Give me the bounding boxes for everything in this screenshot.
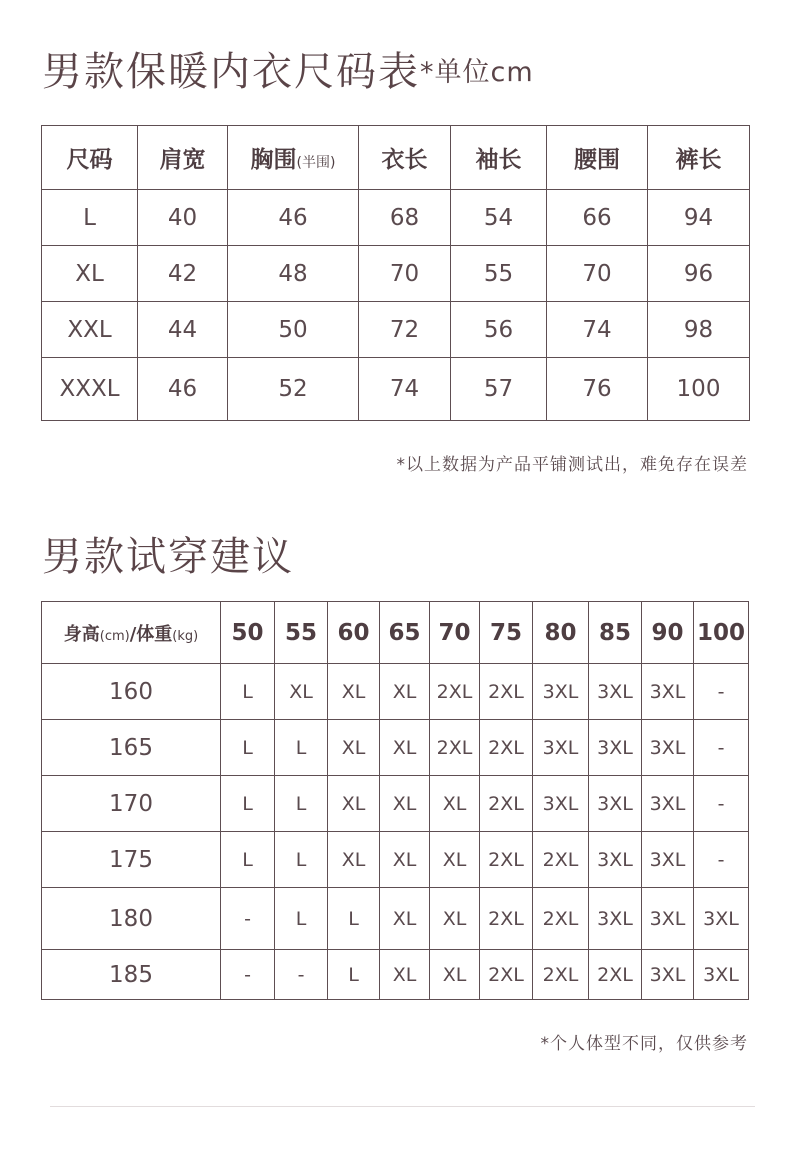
measurement-cell: 70 bbox=[359, 246, 451, 302]
suggested-size-cell: XL bbox=[328, 720, 380, 776]
measurement-cell: 54 bbox=[451, 190, 547, 246]
suggested-size-cell: 2XL bbox=[480, 776, 533, 832]
suggested-size-cell: 2XL bbox=[480, 950, 533, 1000]
suggested-size-cell: XL bbox=[430, 776, 480, 832]
suggested-size-cell: 3XL bbox=[589, 776, 642, 832]
fit-table-header-row bbox=[42, 602, 749, 664]
fit-advice-table bbox=[41, 601, 749, 1000]
weight-header-cell: 80 bbox=[533, 602, 589, 664]
fit-row bbox=[42, 888, 749, 950]
measurement-cell: 74 bbox=[547, 302, 648, 358]
suggested-size-cell: 2XL bbox=[430, 664, 480, 720]
header-chest-label: 胸围 bbox=[250, 147, 297, 173]
suggested-size-cell: - bbox=[694, 832, 749, 888]
separator: / bbox=[129, 623, 137, 645]
height-cell: 165 bbox=[42, 720, 221, 776]
suggested-size-cell: - bbox=[221, 888, 275, 950]
suggested-size-cell: 3XL bbox=[589, 832, 642, 888]
suggested-size-cell: 2XL bbox=[533, 888, 589, 950]
measurement-cell: 40 bbox=[138, 190, 228, 246]
height-cell: 185 bbox=[42, 950, 221, 1000]
suggested-size-cell: L bbox=[221, 776, 275, 832]
bottom-divider bbox=[50, 1106, 755, 1107]
suggested-size-cell: 3XL bbox=[694, 888, 749, 950]
suggested-size-cell: 3XL bbox=[642, 832, 694, 888]
measurement-cell: 70 bbox=[547, 246, 648, 302]
weight-header-cell: 100 bbox=[694, 602, 749, 664]
size-table-header-row bbox=[42, 126, 750, 190]
fit-row bbox=[42, 776, 749, 832]
measurement-cell: 96 bbox=[648, 246, 750, 302]
measurement-cell: 74 bbox=[359, 358, 451, 421]
header-chest bbox=[228, 126, 359, 190]
suggested-size-cell: 3XL bbox=[589, 888, 642, 950]
weight-header-cell: 75 bbox=[480, 602, 533, 664]
suggested-size-cell: L bbox=[328, 950, 380, 1000]
suggested-size-cell: XL bbox=[430, 888, 480, 950]
weight-header-cell: 70 bbox=[430, 602, 480, 664]
suggested-size-cell: XL bbox=[380, 776, 430, 832]
measurement-cell: 68 bbox=[359, 190, 451, 246]
suggested-size-cell: 3XL bbox=[642, 720, 694, 776]
unit-label: *单位cm bbox=[420, 57, 534, 88]
header-height-weight bbox=[42, 602, 221, 664]
height-cell: 170 bbox=[42, 776, 221, 832]
suggested-size-cell: 2XL bbox=[533, 950, 589, 1000]
suggested-size-cell: XL bbox=[328, 776, 380, 832]
measurement-cell: 72 bbox=[359, 302, 451, 358]
size-label-cell: L bbox=[42, 190, 138, 246]
weight-header-cell: 65 bbox=[380, 602, 430, 664]
height-unit: (cm) bbox=[99, 628, 130, 644]
measurement-cell: 46 bbox=[228, 190, 359, 246]
size-row bbox=[42, 190, 750, 246]
suggested-size-cell: L bbox=[221, 832, 275, 888]
suggested-size-cell: 3XL bbox=[642, 664, 694, 720]
measurement-cell: 55 bbox=[451, 246, 547, 302]
suggested-size-cell: L bbox=[221, 664, 275, 720]
measurement-cell: 66 bbox=[547, 190, 648, 246]
measurement-cell: 98 bbox=[648, 302, 750, 358]
suggested-size-cell: L bbox=[221, 720, 275, 776]
header-sleeve: 袖长 bbox=[451, 126, 547, 190]
size-label-cell: XXL bbox=[42, 302, 138, 358]
header-pants-length: 裤长 bbox=[648, 126, 750, 190]
suggested-size-cell: 2XL bbox=[480, 888, 533, 950]
weight-label: 体重 bbox=[136, 623, 173, 645]
suggested-size-cell: 3XL bbox=[642, 888, 694, 950]
fit-row bbox=[42, 664, 749, 720]
suggested-size-cell: XL bbox=[328, 664, 380, 720]
size-chart-title-text: 男款保暖内衣尺码表 bbox=[42, 49, 420, 95]
fit-row bbox=[42, 720, 749, 776]
measurement-cell: 50 bbox=[228, 302, 359, 358]
suggested-size-cell: 2XL bbox=[480, 720, 533, 776]
suggested-size-cell: 2XL bbox=[533, 832, 589, 888]
height-cell: 180 bbox=[42, 888, 221, 950]
suggested-size-cell: 3XL bbox=[642, 776, 694, 832]
suggested-size-cell: XL bbox=[380, 888, 430, 950]
header-chest-note: (半围) bbox=[296, 155, 336, 171]
size-row bbox=[42, 246, 750, 302]
size-label-cell: XL bbox=[42, 246, 138, 302]
suggested-size-cell: 3XL bbox=[589, 720, 642, 776]
measurement-note: *以上数据为产品平铺测试出，难免存在误差 bbox=[396, 455, 748, 475]
suggested-size-cell: 3XL bbox=[694, 950, 749, 1000]
suggested-size-cell: - bbox=[694, 664, 749, 720]
fit-advice-title: 男款试穿建议 bbox=[42, 534, 294, 580]
measurement-cell: 57 bbox=[451, 358, 547, 421]
suggested-size-cell: L bbox=[275, 776, 328, 832]
measurement-cell: 46 bbox=[138, 358, 228, 421]
suggested-size-cell: XL bbox=[328, 832, 380, 888]
suggested-size-cell: XL bbox=[430, 950, 480, 1000]
size-label-cell: XXXL bbox=[42, 358, 138, 421]
suggested-size-cell: XL bbox=[380, 664, 430, 720]
measurement-cell: 56 bbox=[451, 302, 547, 358]
suggested-size-cell: 3XL bbox=[589, 664, 642, 720]
suggested-size-cell: XL bbox=[380, 832, 430, 888]
suggested-size-cell: L bbox=[275, 720, 328, 776]
height-label: 身高 bbox=[63, 623, 100, 645]
suggested-size-cell: XL bbox=[380, 950, 430, 1000]
weight-header-cell: 60 bbox=[328, 602, 380, 664]
size-row bbox=[42, 302, 750, 358]
measurement-cell: 94 bbox=[648, 190, 750, 246]
measurement-cell: 42 bbox=[138, 246, 228, 302]
suggested-size-cell: L bbox=[275, 832, 328, 888]
suggested-size-cell: L bbox=[328, 888, 380, 950]
measurement-cell: 48 bbox=[228, 246, 359, 302]
suggested-size-cell: L bbox=[275, 888, 328, 950]
suggested-size-cell: 2XL bbox=[480, 832, 533, 888]
suggested-size-cell: 2XL bbox=[589, 950, 642, 1000]
measurement-cell: 76 bbox=[547, 358, 648, 421]
suggested-size-cell: XL bbox=[275, 664, 328, 720]
suggested-size-cell: XL bbox=[380, 720, 430, 776]
suggested-size-cell: 3XL bbox=[642, 950, 694, 1000]
suggested-size-cell: 3XL bbox=[533, 664, 589, 720]
size-chart-table bbox=[41, 125, 750, 421]
header-waist: 腰围 bbox=[547, 126, 648, 190]
suggested-size-cell: XL bbox=[430, 832, 480, 888]
weight-header-cell: 90 bbox=[642, 602, 694, 664]
size-row bbox=[42, 358, 750, 421]
weight-header-cell: 50 bbox=[221, 602, 275, 664]
measurement-cell: 52 bbox=[228, 358, 359, 421]
height-cell: 160 bbox=[42, 664, 221, 720]
header-top-length: 衣长 bbox=[359, 126, 451, 190]
header-size: 尺码 bbox=[42, 126, 138, 190]
suggested-size-cell: 2XL bbox=[430, 720, 480, 776]
suggested-size-cell: 2XL bbox=[480, 664, 533, 720]
suggested-size-cell: - bbox=[275, 950, 328, 1000]
size-chart-title bbox=[42, 49, 534, 95]
suggested-size-cell: 3XL bbox=[533, 720, 589, 776]
suggested-size-cell: - bbox=[694, 776, 749, 832]
measurement-cell: 100 bbox=[648, 358, 750, 421]
weight-header-cell: 55 bbox=[275, 602, 328, 664]
height-cell: 175 bbox=[42, 832, 221, 888]
suggested-size-cell: 3XL bbox=[533, 776, 589, 832]
fit-note: *个人体型不同，仅供参考 bbox=[540, 1034, 748, 1054]
measurement-cell: 44 bbox=[138, 302, 228, 358]
suggested-size-cell: - bbox=[221, 950, 275, 1000]
suggested-size-cell: - bbox=[694, 720, 749, 776]
fit-row bbox=[42, 832, 749, 888]
weight-header-cell: 85 bbox=[589, 602, 642, 664]
fit-row bbox=[42, 950, 749, 1000]
header-shoulder: 肩宽 bbox=[138, 126, 228, 190]
weight-unit: (kg) bbox=[172, 628, 199, 644]
